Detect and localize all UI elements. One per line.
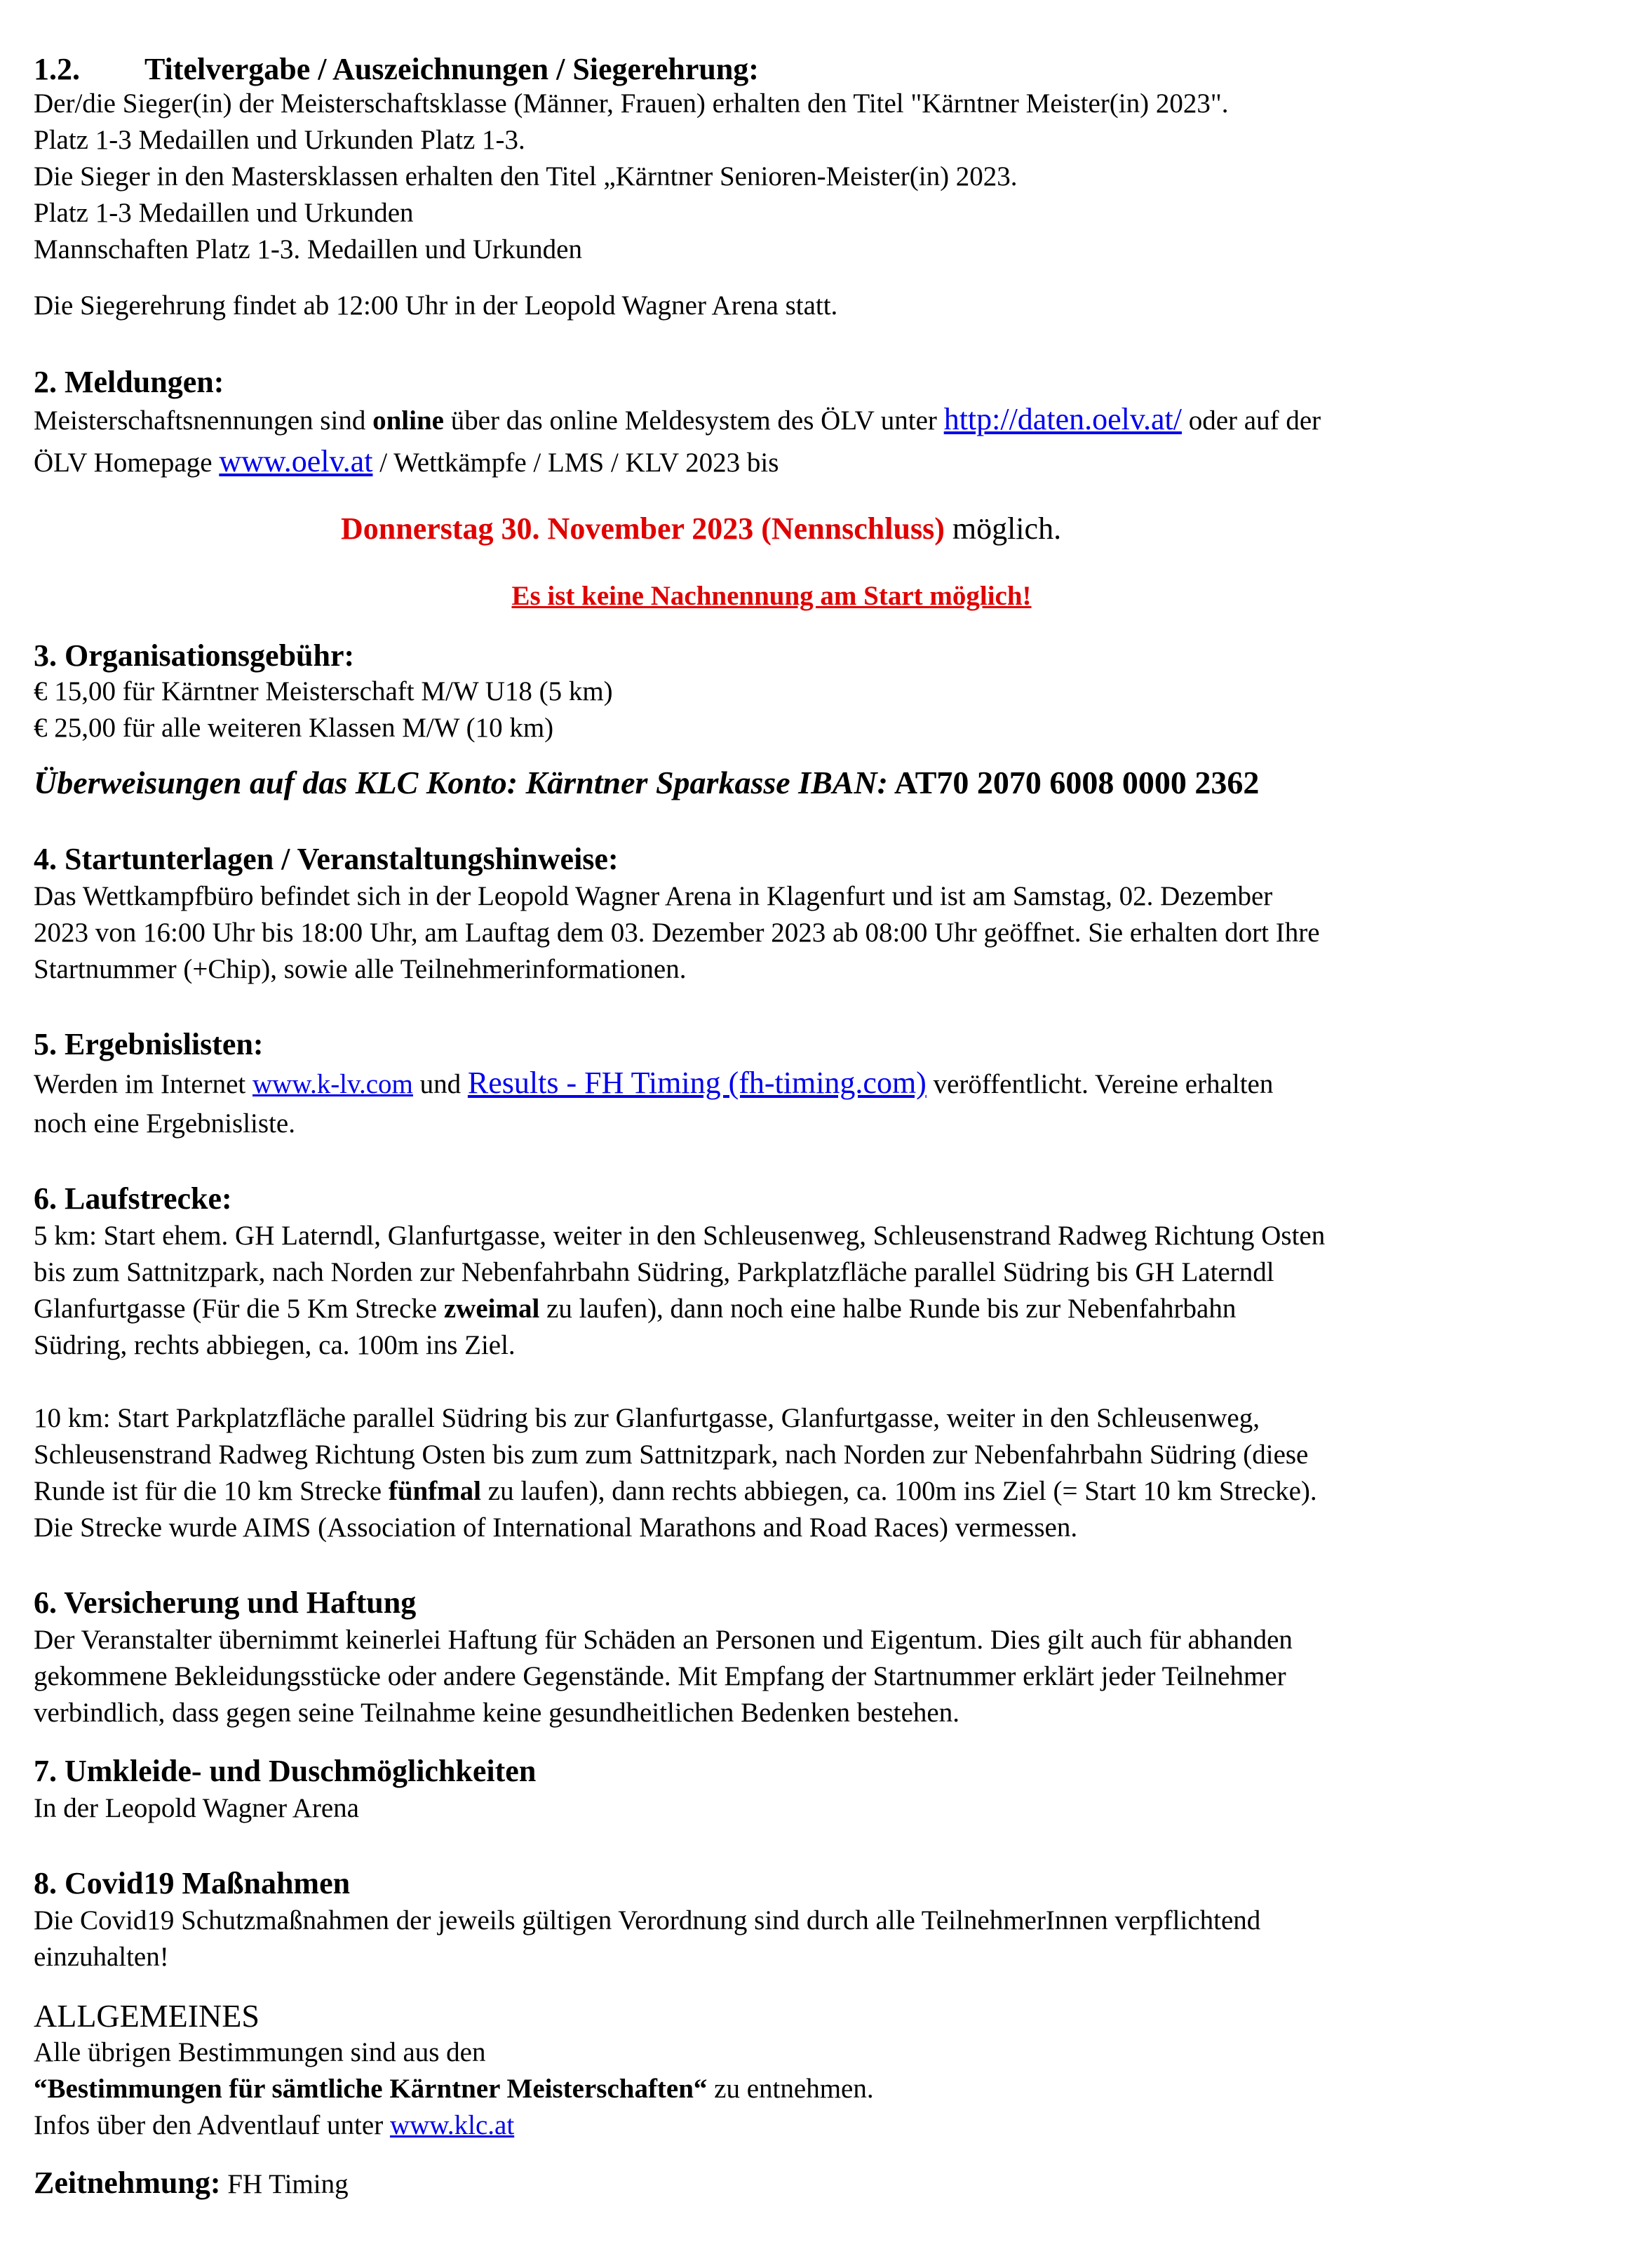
section-4-heading: 4. Startunterlagen / Veranstaltungshinweise: — [34, 842, 619, 876]
results-line-2: noch eine Ergebnisliste. — [34, 1108, 295, 1139]
section-6b-heading: 6. Versicherung und Haftung — [34, 1585, 417, 1620]
text-line: Infos über den Adventlauf unter www.klc.at — [34, 2110, 515, 2140]
no-late-registration-notice: Es ist keine Nachnennung am Start möglich! — [511, 581, 1032, 611]
oelv-data-link[interactable]: http://daten.oelv.at/ — [943, 402, 1182, 436]
text-line: Platz 1-3 Medaillen und Urkunden Platz 1-3. — [34, 125, 525, 155]
section-5-heading: 5. Ergebnislisten: — [34, 1027, 264, 1061]
section-8-heading: 8. Covid19 Maßnahmen — [34, 1866, 351, 1900]
text-line: Das Wettkampfbüro befindet sich in der Leopold Wagner Arena in Klagenfurt und ist am Samstag, 02. Dezember — [34, 881, 1273, 911]
section-3-heading: 3. Organisationsgebühr: — [34, 638, 355, 673]
text-line: einzuhalten! — [34, 1942, 169, 1972]
text-line: Glanfurtgasse (Für die 5 Km Strecke zweimal zu laufen), dann noch eine halbe Runde bis zur Nebenfahrbahn — [34, 1294, 1237, 1324]
registration-line-1: Meisterschaftsnennungen sind online über das online Meldesystem des ÖLV unter http://daten.oelv.at/ oder auf der — [34, 402, 1321, 436]
bank-label: Überweisungen auf das KLC Konto: Kärntner Sparkasse IBAN: — [34, 765, 888, 800]
text-line: Mannschaften Platz 1-3. Medaillen und Urkunden — [34, 234, 582, 264]
text-line: 10 km: Start Parkplatzfläche parallel Südring bis zur Glanfurtgasse, Glanfurtgasse, weiter in den Schleusenweg, — [34, 1403, 1260, 1433]
registration-line-2: ÖLV Homepage www.oelv.at / Wettkämpfe / LMS / KLV 2023 bis — [34, 444, 779, 478]
fee-line-other: € 25,00 für alle weiteren Klassen M/W (10 km) — [34, 713, 554, 743]
text-line: “Bestimmungen für sämtliche Kärntner Meisterschaften“ zu entnehmen. — [34, 2074, 874, 2104]
text-line: 2023 von 16:00 Uhr bis 18:00 Uhr, am Lauftag dem 03. Dezember 2023 ab 08:00 Uhr geöffnet. Sie erhalten dort Ihre — [34, 918, 1320, 948]
timing-label: Zeitnehmung: — [34, 2166, 221, 2200]
text-line: Platz 1-3 Medaillen und Urkunden — [34, 198, 414, 228]
section-6-heading: 6. Laufstrecke: — [34, 1181, 232, 1216]
text-line: In der Leopold Wagner Arena — [34, 1793, 359, 1823]
text-line: Der/die Sieger(in) der Meisterschaftsklasse (Männer, Frauen) erhalten den Titel "Kärntner Meister(in) 2023". — [34, 88, 1229, 119]
ceremony-text: Die Siegerehrung findet ab 12:00 Uhr in der Leopold Wagner Arena statt. — [34, 290, 838, 321]
text-line: Der Veranstalter übernimmt keinerlei Haftung für Schäden an Personen und Eigentum. Dies gilt auch für abhanden — [34, 1625, 1293, 1655]
text-line: Alle übrigen Bestimmungen sind aus den — [34, 2037, 486, 2067]
timing-value: FH Timing — [220, 2169, 349, 2199]
oelv-homepage-link[interactable]: www.oelv.at — [219, 444, 373, 478]
text-line: Startnummer (+Chip), sowie alle Teilnehmerinformationen. — [34, 954, 687, 984]
section-7-heading: 7. Umkleide- und Duschmöglichkeiten — [34, 1754, 537, 1788]
results-line-1: Werden im Internet www.k-lv.com und Results - FH Timing (fh-timing.com) veröffentlicht. Vereine erhalten — [34, 1066, 1274, 1100]
klv-link[interactable]: www.k-lv.com — [252, 1069, 413, 1099]
fh-timing-link[interactable]: Results - FH Timing (fh-timing.com) — [467, 1066, 927, 1100]
text-line: Die Sieger in den Mastersklassen erhalten den Titel „Kärntner Senioren-Meister(in) 2023. — [34, 161, 1018, 192]
text-line: 5 km: Start ehem. GH Laterndl, Glanfurtgasse, weiter in den Schleusenweg, Schleusenstrand Radweg Richtung Osten — [34, 1221, 1326, 1251]
text-line: Runde ist für die 10 km Strecke fünfmal zu laufen), dann rechts abbiegen, ca. 100m ins Ziel (= Start 10 km Strecke). — [34, 1476, 1317, 1506]
klc-link[interactable]: www.klc.at — [389, 2110, 515, 2140]
text-line: verbindlich, dass gegen seine Teilnahme keine gesundheitlichen Bedenken bestehen. — [34, 1698, 959, 1728]
general-heading: ALLGEMEINES — [34, 1998, 260, 2034]
section-1-2-heading — [34, 51, 759, 88]
timing-line — [34, 2165, 349, 2203]
regulations-title: “Bestimmungen für sämtliche Kärntner Meisterschaften“ — [34, 2074, 708, 2104]
section-2-heading: 2. Meldungen: — [34, 365, 224, 399]
section-title: Titelvergabe / Auszeichnungen / Siegerehrung: — [144, 52, 759, 86]
text-line: Südring, rechts abbiegen, ca. 100m ins Ziel. — [34, 1330, 516, 1360]
deadline-line: Donnerstag 30. November 2023 (Nennschluss) möglich. — [341, 511, 1062, 546]
text-line: Schleusenstrand Radweg Richtung Osten bis zum zum Sattnitzpark, nach Norden zur Nebenfahrbahn Südring (diese — [34, 1440, 1309, 1470]
iban-value: AT70 2070 6008 0000 2362 — [887, 765, 1260, 800]
online-emphasis: online — [372, 405, 444, 436]
fee-line-u18: € 15,00 für Kärntner Meisterschaft M/W U18 (5 km) — [34, 676, 613, 706]
bank-transfer-line — [34, 765, 1259, 801]
text-line: gekommene Bekleidungsstücke oder andere Gegenstände. Mit Empfang der Startnummer erklärt jeder Teilnehmer — [34, 1661, 1286, 1691]
deadline-date: Donnerstag 30. November 2023 (Nennschluss) — [341, 511, 945, 546]
text-line: Die Covid19 Schutzmaßnahmen der jeweils gültigen Verordnung sind durch alle TeilnehmerInnen verpflichtend — [34, 1905, 1261, 1935]
text-line: bis zum Sattnitzpark, nach Norden zur Nebenfahrbahn Südring, Parkplatzfläche parallel Südring bis GH Laterndl — [34, 1257, 1274, 1287]
text-line: Die Strecke wurde AIMS (Association of International Marathons and Road Races) vermessen. — [34, 1512, 1078, 1543]
section-number: 1.2. — [34, 52, 80, 86]
